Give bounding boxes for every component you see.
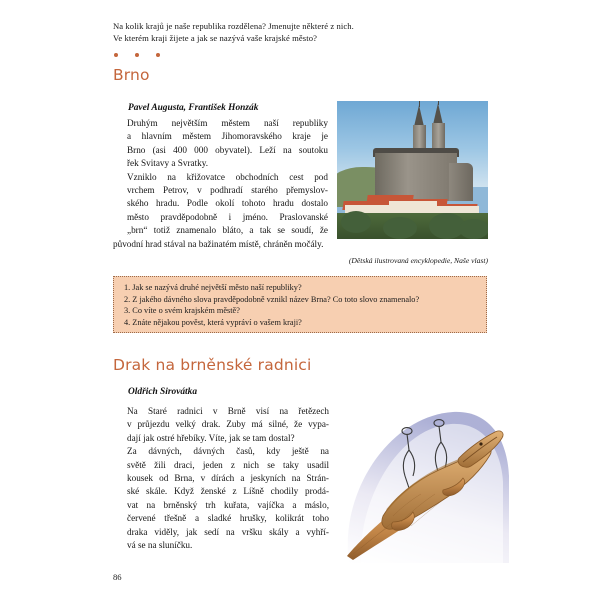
intro-questions	[113, 20, 513, 45]
text-line: a hlavním městem Jihomoravského kraje je	[127, 131, 328, 142]
section-authors-drak: Oldřich Sirovátka	[128, 387, 198, 397]
petrov-cathedral-photo	[337, 101, 488, 239]
question-item: 2. Z jakého dávného slova pravděpodobně vznikl název Brna? Co toto slovo znamenalo?	[124, 294, 420, 304]
questions-box	[113, 276, 487, 333]
text-line: světě žili draci, jeden z nich se taky usadil	[127, 459, 329, 470]
dragon-illustration	[331, 398, 511, 568]
text-line: dají jak ostré hřebíky. Víte, jak se tam dostal?	[127, 432, 295, 443]
dragon-eye	[479, 442, 482, 445]
text-line: Vzniklo na křižovatce obchodních cest pod	[127, 171, 328, 182]
text-line: ské skále. Když ženské z Líšně chodily prodá-	[127, 486, 329, 497]
drak-paragraph-2	[113, 445, 329, 552]
section-heading-brno: Brno	[113, 66, 150, 84]
text-line: Brno (asi 400 000 obyvatel). Leží na soutoku	[127, 144, 328, 155]
photo-spire-needle	[419, 101, 420, 107]
separator-dot-icon	[156, 53, 160, 57]
brno-body-column	[113, 117, 328, 238]
drak-paragraph-1	[113, 405, 329, 445]
source-credit: (Dětská ilustrovaná encyklopedie, Naše vlast)	[348, 256, 488, 265]
intro-line-1: Na kolik krajů je naše republika rozdělena? Jmenujte některé z nich.	[113, 21, 354, 31]
photo-spire-needle	[438, 101, 439, 105]
text-line: červené třešně a sladké hrušky, kolikrát toho	[127, 513, 329, 524]
drak-body-column	[113, 405, 329, 552]
brno-paragraph-2	[113, 171, 328, 238]
text-line: město pravděpodobně i jméno. Praslovanské	[127, 211, 328, 222]
section-heading-drak: Drak na brněnské radnici	[113, 356, 312, 374]
separator-dot-icon	[135, 53, 139, 57]
question-item: 3. Co víte o svém krajském městě?	[124, 306, 240, 316]
dot-separator	[114, 53, 174, 61]
page-number: 86	[113, 572, 122, 582]
text-line: původní hrad stával na bažinatém místě, chráněn močály.	[113, 239, 324, 249]
separator-dot-icon	[114, 53, 118, 57]
text-line: vrchem Petrov, v podhradí starého přemyslov-	[127, 185, 328, 196]
question-item: 1. Jak se nazývá druhé největší město naší republiky?	[124, 283, 302, 292]
brno-body-wide-line	[113, 238, 488, 251]
text-line: draka viděly, jak sedí na vršku skály a vyhří-	[127, 526, 329, 537]
text-line: Druhým největším městem naší republiky	[127, 118, 328, 128]
intro-line-2: Ve kterém kraji žijete a jak se nazývá vaše krajské město?	[113, 33, 317, 44]
photo-tree	[341, 211, 371, 233]
section-authors-brno: Pavel Augusta, František Honzák	[128, 103, 259, 113]
photo-tree	[383, 217, 417, 239]
text-line: vá se na sluníčku.	[127, 540, 193, 551]
text-line: kousek od Brna, v dírách a jeskyních na Strán-	[127, 473, 329, 484]
photo-tree	[459, 219, 488, 239]
text-line: Na Staré radnici v Brně visí na řetězech	[127, 406, 329, 416]
text-line: Za dávných, dávných časů, kdy ještě na	[127, 446, 329, 457]
text-line: v průjezdu velký drak. Zuby má silné, že vypa-	[127, 419, 329, 430]
text-line: řek Svitavy a Svratky.	[127, 158, 209, 169]
question-item: 4. Znáte nějakou pověst, která vypráví o vašem kraji?	[124, 317, 302, 327]
brno-paragraph-1	[113, 117, 328, 171]
text-line: vat na brněnský trh kuřata, vajíčka a máslo,	[127, 499, 329, 510]
text-line: ského hradu. Podle okolí tohoto hradu dostalo	[127, 198, 328, 209]
text-line: „brn“ totiž znamenalo bláto, a tak se soudí, že	[127, 225, 328, 236]
